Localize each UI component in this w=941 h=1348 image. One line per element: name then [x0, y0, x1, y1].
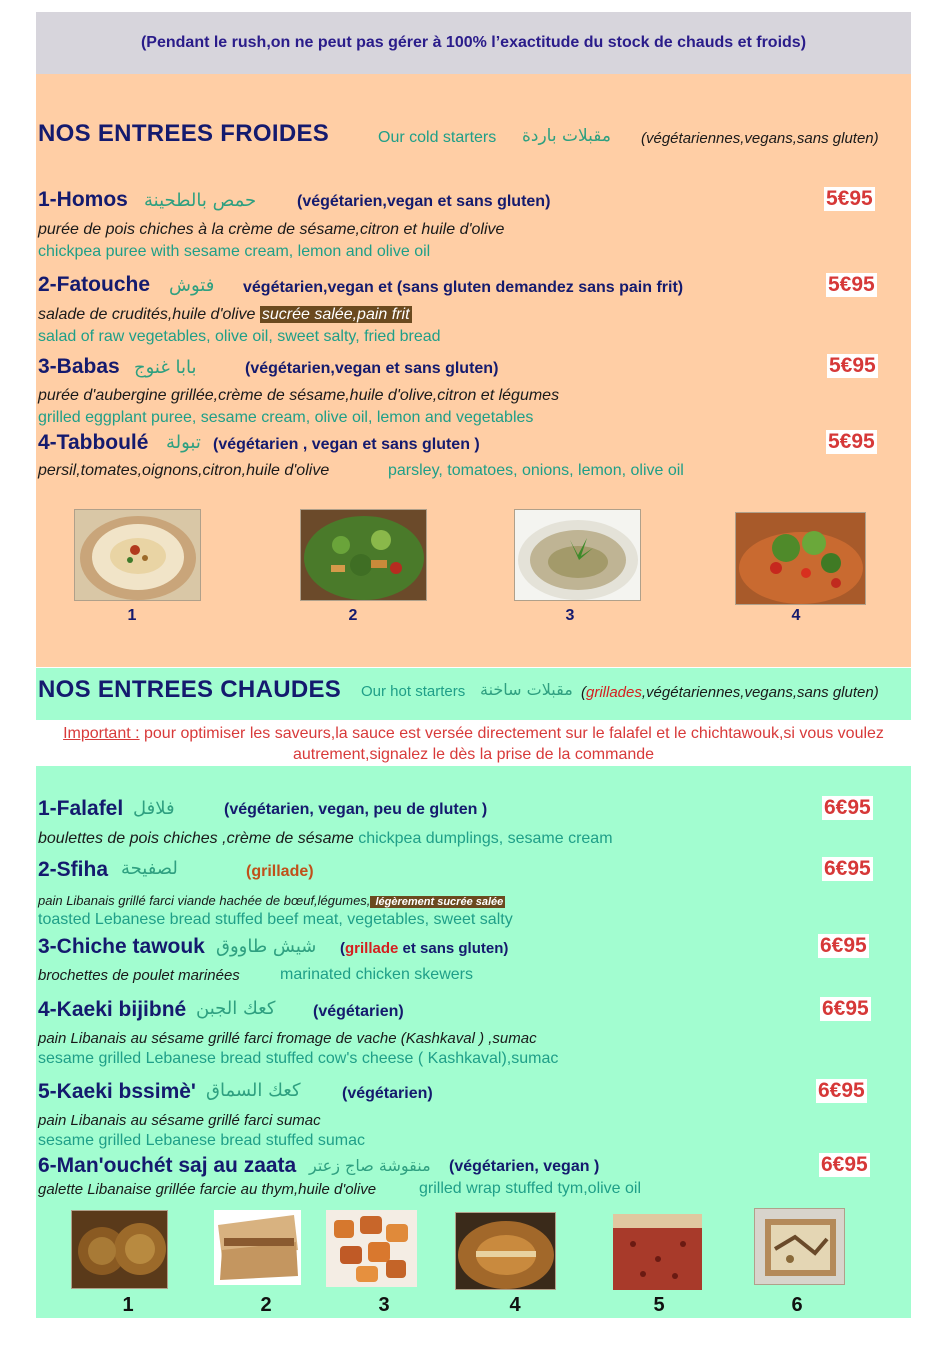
item-title-sfiha: 2-Sfiha [38, 858, 109, 881]
item-title-babas: 3-Babas [38, 355, 120, 378]
item-note-chiche-tawouk: (grillade et sans gluten) [340, 940, 509, 957]
item-en-kaeki-bssime: sesame grilled Lebanese bread stuffed sumac [38, 1132, 366, 1149]
chiche-tawouk-photo [326, 1210, 417, 1287]
item-ar-chiche-tawouk: شيش طاووق [216, 936, 317, 957]
item-en-fatouche: salad of raw vegetables, olive oil, sweet salty, fried bread [38, 328, 441, 345]
hot-photo-label-2: 2 [260, 1294, 272, 1316]
item-ar-tabboule: تبولة [166, 432, 201, 453]
manouchet-photo [754, 1208, 845, 1285]
item-ar-babas: بابا غنوج [134, 357, 197, 378]
item-fr-fatouche: salade de crudités,huile d'olive sucrée salée,pain frit [38, 306, 410, 323]
hot-subtitle-ar: مقبلات ساخنة [480, 680, 573, 699]
stock-notice: (Pendant le rush,on ne peut pas gérer à 100% l’exactitude du stock de chauds et froids) [140, 34, 807, 51]
item-note-fatouche: végétarien,vegan et (sans gluten demandez sans pain frit) [243, 279, 684, 296]
tabboule-photo [735, 512, 866, 605]
babas-photo [514, 509, 641, 601]
item-fr-babas: purée d'aubergine grillée,crème de sésame,huile d'olive,citron et légumes [38, 387, 560, 404]
item-ar-falafel: فلافل [133, 798, 175, 819]
item-price-sfiha: 6€95 [824, 857, 871, 880]
item-fr-falafel: boulettes de pois chiches ,crème de sésame chickpea dumplings, sesame cream [38, 830, 613, 847]
hot-section-title: NOS ENTREES CHAUDES [38, 676, 342, 703]
fatouche-photo [300, 509, 427, 601]
item-price-kaeki-bijibne: 6€95 [822, 997, 869, 1020]
falafel-photo [71, 1210, 168, 1289]
item-ar-manouchet: منقوشة صاج زعتر [309, 1156, 431, 1175]
item-ar-homos: حمص بالطحينة [144, 190, 257, 211]
item-price-chiche-tawouk: 6€95 [820, 934, 867, 957]
item-fr-chiche-tawouk: brochettes de poulet marinées [38, 967, 240, 984]
cold-subtitle-en: Our cold starters [378, 129, 497, 146]
item-note-tabboule: (végétarien , vegan et sans gluten ) [213, 436, 480, 453]
item-en-manouchet: grilled wrap stuffed tym,olive oil [419, 1180, 642, 1197]
item-en-tabboule: parsley, tomatoes, onions, lemon, olive oil [388, 462, 684, 479]
kaeki-bssime-photo [613, 1214, 702, 1290]
hot-photo-label-4: 4 [509, 1294, 521, 1316]
hot-photo-label-3: 3 [378, 1294, 390, 1316]
item-en-kaeki-bijibne: sesame grilled Lebanese bread stuffed cow's cheese ( Kashkaval),sumac [38, 1050, 559, 1067]
item-price-babas: 5€95 [829, 354, 876, 377]
item-title-homos: 1-Homos [38, 188, 128, 211]
item-ar-fatouche: فتوش [169, 275, 215, 296]
item-note-babas: (végétarien,vegan et sans gluten) [245, 360, 499, 377]
item-title-kaeki-bijibne: 4-Kaeki bijibné [38, 998, 187, 1021]
item-fr-sfiha: pain Libanais grillé farci viande hachée de bœuf,légumes, légèrement sucrée salée [38, 893, 504, 908]
photo-label-4: 4 [791, 607, 801, 624]
item-fr-manouchet: galette Libanaise grillée farcie au thym,huile d'olive [38, 1181, 377, 1198]
cold-section-title: NOS ENTREES FROIDES [38, 120, 330, 147]
item-en-sfiha: toasted Lebanese bread stuffed beef meat, vegetables, sweet salty [38, 911, 513, 928]
item-title-tabboule: 4-Tabboulé [38, 431, 149, 454]
cold-subtitle-ar: مقبلات باردة [522, 126, 611, 146]
photo-label-1: 1 [127, 607, 137, 624]
item-fr-homos: purée de pois chiches à la crème de sésame,citron et huile d'olive [38, 221, 505, 238]
important-notice: Important : pour optimiser les saveurs,la sauce est versée directement sur le falafel et le chichtawouk,si vous voulez autrement,signalez le dès la prise de la commande [63, 725, 884, 763]
item-en-chiche-tawouk: marinated chicken skewers [280, 966, 473, 983]
item-fr-kaeki-bijibne: pain Libanais au sésame grillé farci fromage de vache (Kashkaval ) ,sumac [38, 1030, 537, 1047]
hot-photo-label-5: 5 [653, 1294, 665, 1316]
hot-photo-label-1: 1 [122, 1294, 134, 1316]
photo-label-3: 3 [565, 607, 575, 624]
item-ar-kaeki-bssime: كعك السماق [206, 1080, 301, 1101]
item-note-falafel: (végétarien, vegan, peu de gluten ) [224, 801, 488, 818]
lightly-sweet-salty-highlight: légèrement sucrée salée [372, 896, 504, 908]
item-price-homos: 5€95 [826, 187, 873, 210]
hot-subtitle-note: (grillades,végétariennes,vegans,sans gluten) [581, 684, 879, 701]
photo-label-2: 2 [348, 607, 358, 624]
item-ar-kaeki-bijibne: كعك الجبن [196, 998, 276, 1019]
item-title-kaeki-bssime: 5-Kaeki bssimè' [38, 1080, 196, 1103]
item-note-homos: (végétarien,vegan et sans gluten) [297, 193, 551, 210]
homos-photo [74, 509, 201, 601]
item-title-falafel: 1-Falafel [38, 797, 124, 820]
hot-subtitle-en: Our hot starters [361, 683, 466, 700]
item-fr-tabboule: persil,tomates,oignons,citron,huile d'olive [38, 462, 330, 479]
item-title-chiche-tawouk: 3-Chiche tawouk [38, 935, 205, 958]
item-price-falafel: 6€95 [824, 796, 871, 819]
item-title-fatouche: 2-Fatouche [38, 273, 151, 296]
sfiha-photo [214, 1210, 301, 1285]
item-price-kaeki-bssime: 6€95 [818, 1079, 865, 1102]
cold-subtitle-note: (végétariennes,vegans,sans gluten) [641, 130, 879, 147]
kaeki-bijibne-photo [455, 1212, 556, 1290]
item-ar-sfiha: لصفيحة [121, 858, 178, 879]
sweet-salty-highlight: sucrée salée,pain frit [261, 306, 410, 323]
item-en-babas: grilled eggplant puree, sesame cream, olive oil, lemon and vegetables [38, 409, 534, 426]
item-price-tabboule: 5€95 [828, 430, 875, 453]
hot-photo-label-6: 6 [791, 1294, 803, 1316]
item-price-manouchet: 6€95 [821, 1153, 868, 1176]
item-note-manouchet: (végétarien, vegan ) [449, 1158, 600, 1175]
item-note-kaeki-bssime: (végétarien) [342, 1085, 433, 1102]
item-note-kaeki-bijibne: (végétarien) [313, 1003, 404, 1020]
item-title-manouchet: 6-Man'ouchét saj au zaata [38, 1154, 297, 1177]
item-note-sfiha: (grillade) [246, 863, 314, 880]
item-fr-kaeki-bssime: pain Libanais au sésame grillé farci sumac [38, 1112, 321, 1129]
item-en-homos: chickpea puree with sesame cream, lemon and olive oil [38, 243, 431, 260]
item-price-fatouche: 5€95 [828, 273, 875, 296]
